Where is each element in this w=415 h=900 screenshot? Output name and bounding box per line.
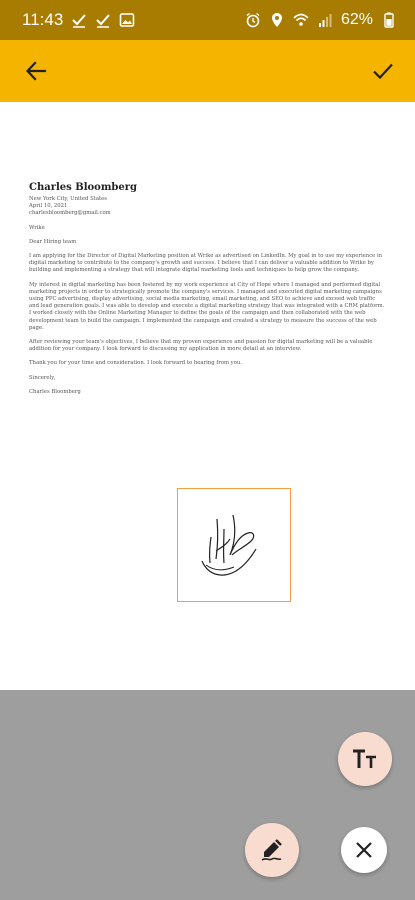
location-icon bbox=[269, 12, 285, 28]
paragraph-1: I am applying for the Director of Digital Marketing position at Wrike as advertised on LinkedIn. My goal in to use my experience in digital marketing to contribute to the company's growth and success. I believe that I can deliver a valuable addition to Wrike by building and implementing a strategy that will integrate digital marketing tools and techniques to help grow the company. bbox=[29, 253, 383, 274]
add-signature-button[interactable] bbox=[245, 823, 299, 877]
close-button[interactable] bbox=[341, 827, 387, 873]
sender-name: Charles Bloomberg bbox=[29, 182, 138, 193]
salutation: Dear Hiring team bbox=[29, 238, 77, 245]
closing: Sincerely, bbox=[29, 374, 56, 381]
wifi-icon bbox=[293, 12, 309, 28]
check-icon bbox=[371, 59, 395, 83]
status-bar bbox=[0, 0, 415, 40]
alarm-icon bbox=[245, 12, 261, 28]
close-icon bbox=[354, 840, 374, 860]
cover-letter bbox=[29, 181, 385, 396]
text-size-icon bbox=[351, 748, 379, 770]
gallery-icon bbox=[119, 12, 135, 28]
confirm-button[interactable] bbox=[367, 55, 399, 87]
battery-percent: 62% bbox=[340, 11, 373, 28]
sender-email: charlesbloomberg@gmail.com bbox=[29, 210, 111, 217]
paragraph-3: After reviewing your team's objectives, I believe that my proven experience and passion for digital marketing will be a valuable addition for your company. I look forward to discussing my application in more detail at an interview. bbox=[29, 339, 373, 353]
letter-date: April 10, 2021 bbox=[29, 203, 68, 210]
battery-icon bbox=[381, 12, 397, 28]
handwritten-signature bbox=[178, 489, 289, 600]
signal-icon bbox=[317, 12, 333, 28]
document-page bbox=[0, 102, 415, 690]
recipient: Wrike bbox=[29, 224, 45, 231]
check-icon bbox=[95, 12, 111, 28]
paragraph-4: Thank you for your time and consideration. I look forward to hearing from you. bbox=[29, 360, 242, 367]
status-right bbox=[245, 11, 397, 29]
toolbar bbox=[0, 40, 415, 102]
sender-address: New York City, United States bbox=[29, 196, 107, 202]
paragraph-2: My interest in digital marketing has been fostered by my work experience at City of Hope where I managed and performed digital marketing projects in order to strategically promote the company's services. I managed and executed digital marketing campaigns using PPC advertising, display advertising, social media marketing, email marketing, and SEO to achieve and exceed web traffic and lead generation goals. I was able to develop and execute a digital marketing strategy that was integrated with a CRM platform. I worked closely with the Online Marketing Manager to define the goals of the campaign and then collaborated with the web development team to build the campaign. I implemented the campaign and created a strategy to measure the success of the web page. bbox=[29, 281, 385, 331]
status-time: 11:43 bbox=[22, 10, 64, 29]
arrow-back-icon bbox=[25, 60, 47, 82]
status-left bbox=[22, 10, 135, 30]
check-icon bbox=[71, 12, 87, 28]
signature-box[interactable] bbox=[177, 488, 291, 602]
add-text-button[interactable] bbox=[338, 732, 392, 786]
back-button[interactable] bbox=[20, 55, 52, 87]
signature-name: Charles Bloomberg bbox=[29, 388, 81, 395]
signature-pen-icon bbox=[259, 837, 285, 863]
